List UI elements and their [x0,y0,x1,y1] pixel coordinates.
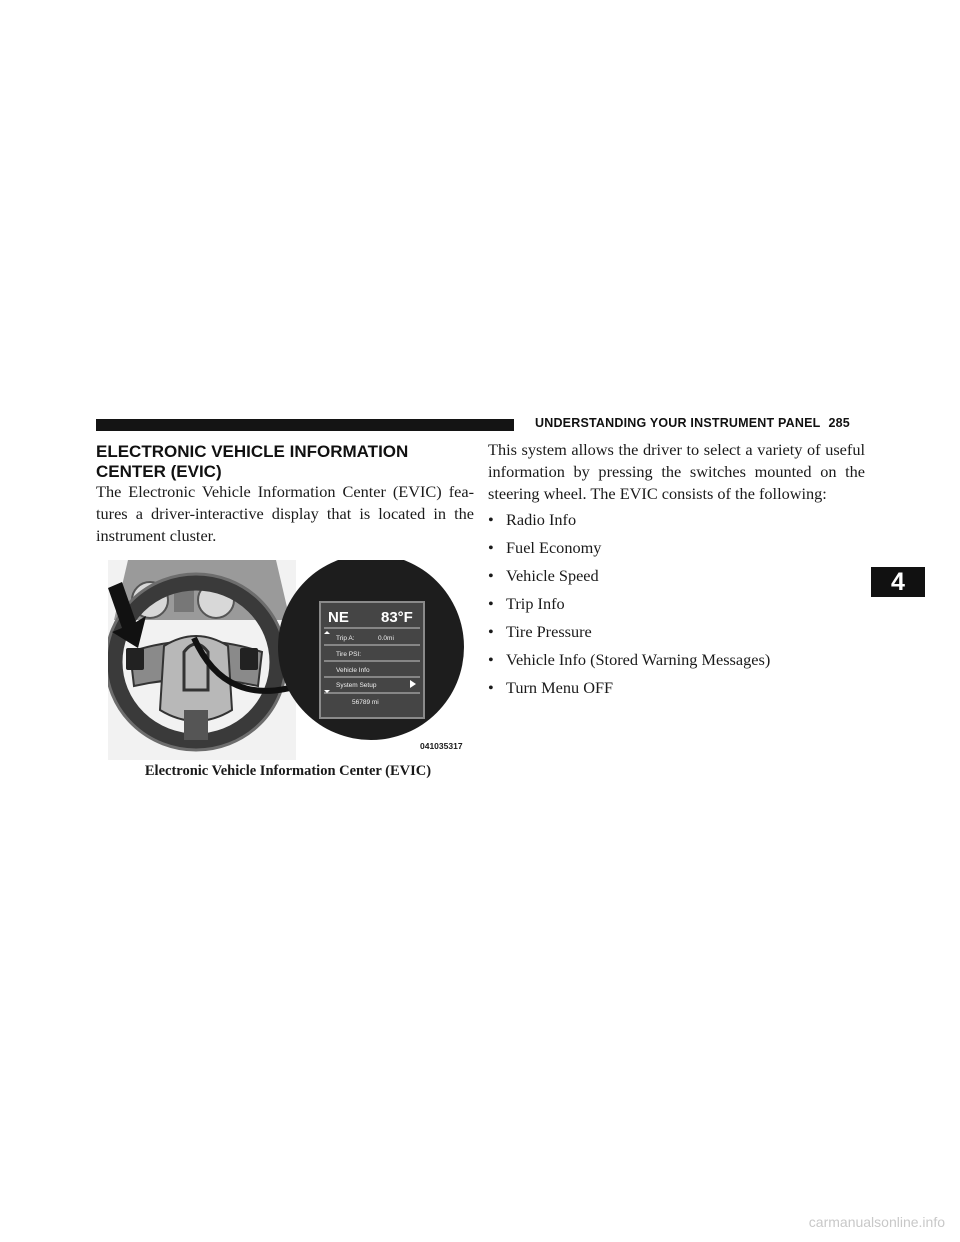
display-row-label: Vehicle Info [336,667,370,674]
list-item-text: Trip Info [506,594,565,613]
page-number: 285 [828,416,850,430]
watermark: carmanualsonline.info [808,1214,945,1230]
list-item-text: Fuel Economy [506,538,602,557]
list-item [488,646,868,674]
bullet-icon: • [488,678,494,697]
bullet-icon: • [488,566,494,585]
list-item-text: Radio Info [506,510,577,529]
list-item-text: Turn Menu OFF [506,678,614,697]
display-row-value: 0.0mi [378,635,394,642]
evic-illustration [108,560,480,760]
right-column-intro: This system allows the driver to select a variety of useful information by pressing the switches mounted on the steering wheel. The EVIC consists of the following: [488,440,865,503]
evic-figure [108,560,480,760]
list-item-text: Tire Pressure [506,622,592,641]
list-item-text: Vehicle Speed [506,566,599,585]
display-heading-left: NE [328,609,349,626]
running-header [535,416,865,430]
display-row-label: Tire PSI: [336,651,362,658]
bullet-icon: • [488,510,494,529]
list-item [488,590,868,618]
bullet-icon: • [488,594,494,613]
display-row-label: System Setup [336,682,377,689]
bullet-icon: • [488,622,494,641]
header-title: UNDERSTANDING YOUR INSTRUMENT PANEL [535,416,821,430]
left-switch-icon [126,648,144,670]
list-item [488,534,868,562]
feature-list [488,506,868,702]
section-title: ELECTRONIC VEHICLE INFORMATION CENTER (EVIC) [96,442,409,481]
display-heading-right: 83°F [381,609,413,626]
header-rule [96,419,514,431]
list-item [488,562,868,590]
bullet-icon: • [488,650,494,669]
display-row-label: Trip A: [336,635,355,642]
chapter-tab: 4 [871,567,925,597]
list-item [488,618,868,646]
list-item [488,674,868,702]
right-switch-icon [240,648,258,670]
section-intro: The Electronic Vehicle Information Center (EVIC) fea-tures a driver-interactive display that is located in the instrument cluster. [96,482,474,545]
list-item [488,506,868,534]
figure-code: 041035317 [420,741,463,751]
bullet-icon: • [488,538,494,557]
display-odometer: 56789 mi [352,699,379,706]
list-item-text: Vehicle Info (Stored Warning Messages) [506,650,771,669]
figure-caption: Electronic Vehicle Information Center (EVIC) [144,763,432,779]
